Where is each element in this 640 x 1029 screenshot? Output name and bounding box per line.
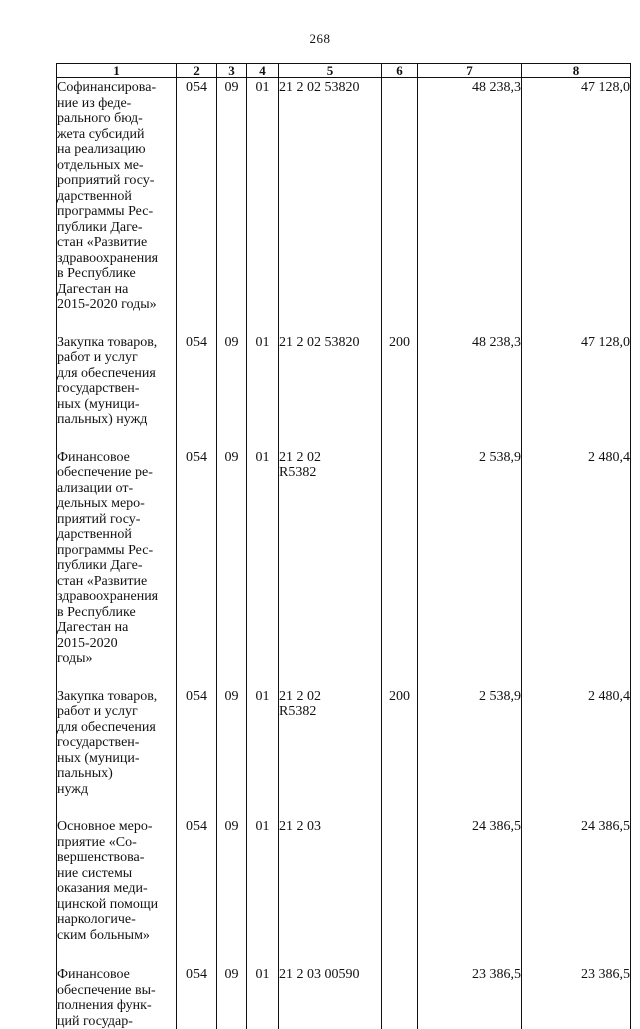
cell-line: 21 2 02	[279, 689, 381, 705]
page-number: 268	[0, 31, 640, 47]
cell-line: 01	[247, 335, 278, 351]
row-section	[217, 965, 247, 1029]
cell-line: на реализацию	[57, 142, 176, 158]
row-sum-2	[522, 78, 631, 333]
cell-line: ных (муници-	[57, 397, 176, 413]
table-row	[57, 817, 631, 965]
row-expense-type	[382, 78, 418, 333]
cell-line: 2015-2020	[57, 636, 176, 652]
cell-line: 21 2 02 53820	[279, 335, 381, 351]
cell-line: ние из феде-	[57, 96, 176, 112]
row-name	[57, 687, 177, 818]
row-sum-1	[418, 817, 522, 965]
cell-line: 24 386,5	[522, 819, 630, 835]
cell-line: 21 2 02 53820	[279, 80, 381, 96]
row-subsection	[247, 78, 279, 333]
row-grbs	[177, 448, 217, 687]
row-subsection	[247, 448, 279, 687]
cell-line: Дагестан на	[57, 620, 176, 636]
row-section	[217, 333, 247, 448]
row-expense-type	[382, 817, 418, 965]
row-section	[217, 78, 247, 333]
row-target-article	[279, 817, 382, 965]
table-row	[57, 448, 631, 687]
row-subsection	[247, 817, 279, 965]
cell-line: 21 2 03	[279, 819, 381, 835]
cell-line: 01	[247, 689, 278, 705]
cell-line: обеспечение ре-	[57, 465, 176, 481]
table-row	[57, 965, 631, 1029]
cell-line: здравоохранения	[57, 251, 176, 267]
cell-line: Закупка товаров,	[57, 335, 176, 351]
cell-line: годы»	[57, 651, 176, 667]
cell-line: 48 238,3	[418, 335, 521, 351]
cell-line: жета субсидий	[57, 127, 176, 143]
cell-line: ций государ-	[57, 1014, 176, 1029]
cell-line: дельных меро-	[57, 496, 176, 512]
cell-line: 09	[217, 689, 246, 705]
cell-line: 01	[247, 80, 278, 96]
cell-line: нужд	[57, 782, 176, 798]
header-row	[57, 64, 631, 78]
row-sum-2	[522, 448, 631, 687]
row-name	[57, 448, 177, 687]
header-col-1: 1	[57, 64, 177, 78]
cell-line: Финансовое	[57, 967, 176, 983]
cell-line: оказания меди-	[57, 881, 176, 897]
cell-line: 21 2 02	[279, 450, 381, 466]
cell-line: 23 386,5	[418, 967, 521, 983]
cell-line: 01	[247, 450, 278, 466]
cell-line: 2 480,4	[522, 450, 630, 466]
cell-line: 054	[177, 819, 216, 835]
cell-line: в Республике	[57, 605, 176, 621]
cell-line: 47 128,0	[522, 80, 630, 96]
cell-line: публики Даге-	[57, 220, 176, 236]
row-target-article	[279, 448, 382, 687]
cell-line: дарственной	[57, 189, 176, 205]
row-sum-2	[522, 817, 631, 965]
row-expense-type	[382, 687, 418, 818]
row-expense-type	[382, 965, 418, 1029]
row-grbs	[177, 78, 217, 333]
cell-line: пальных) нужд	[57, 412, 176, 428]
row-sum-1	[418, 687, 522, 818]
row-name	[57, 817, 177, 965]
cell-line: Финансовое	[57, 450, 176, 466]
header-col-7: 7	[418, 64, 522, 78]
cell-line: в Республике	[57, 266, 176, 282]
cell-line: 054	[177, 450, 216, 466]
row-target-article	[279, 333, 382, 448]
table-row	[57, 687, 631, 818]
cell-line: Дагестан на	[57, 282, 176, 298]
cell-line: стан «Развитие	[57, 235, 176, 251]
row-sum-1	[418, 448, 522, 687]
row-section	[217, 448, 247, 687]
cell-line: 2 480,4	[522, 689, 630, 705]
cell-line: дарственной	[57, 527, 176, 543]
row-section	[217, 817, 247, 965]
cell-line: роприятий госу-	[57, 173, 176, 189]
cell-line: обеспечение вы-	[57, 983, 176, 999]
cell-line: 200	[382, 335, 417, 351]
cell-line: 2015-2020 годы»	[57, 297, 176, 313]
cell-line: отдельных ме-	[57, 158, 176, 174]
cell-line: 054	[177, 335, 216, 351]
row-expense-type	[382, 448, 418, 687]
cell-line: наркологиче-	[57, 912, 176, 928]
cell-line: R5382	[279, 465, 381, 481]
row-sum-2	[522, 965, 631, 1029]
row-grbs	[177, 333, 217, 448]
cell-line: 200	[382, 689, 417, 705]
cell-line: вершенствова-	[57, 850, 176, 866]
header-col-6: 6	[382, 64, 418, 78]
cell-line: рального бюд-	[57, 111, 176, 127]
cell-line: программы Рес-	[57, 204, 176, 220]
cell-line: для обеспечения	[57, 720, 176, 736]
cell-line: 09	[217, 335, 246, 351]
row-target-article	[279, 965, 382, 1029]
table-row	[57, 78, 631, 333]
cell-line: ние системы	[57, 866, 176, 882]
header-col-8: 8	[522, 64, 631, 78]
row-grbs	[177, 965, 217, 1029]
row-sum-1	[418, 965, 522, 1029]
cell-line: 09	[217, 450, 246, 466]
cell-line: работ и услуг	[57, 350, 176, 366]
cell-line: ализации от-	[57, 481, 176, 497]
cell-line: программы Рес-	[57, 543, 176, 559]
cell-line: Закупка товаров,	[57, 689, 176, 705]
cell-line: 09	[217, 819, 246, 835]
cell-line: 24 386,5	[418, 819, 521, 835]
row-grbs	[177, 687, 217, 818]
cell-line: 2 538,9	[418, 450, 521, 466]
row-sum-2	[522, 687, 631, 818]
cell-line: Основное меро-	[57, 819, 176, 835]
row-name	[57, 78, 177, 333]
cell-line: работ и услуг	[57, 704, 176, 720]
cell-line: 054	[177, 967, 216, 983]
row-subsection	[247, 333, 279, 448]
cell-line: ных (муници-	[57, 751, 176, 767]
cell-line: полнения функ-	[57, 998, 176, 1014]
cell-line: для обеспечения	[57, 366, 176, 382]
row-sum-1	[418, 78, 522, 333]
cell-line: 054	[177, 689, 216, 705]
cell-line: 2 538,9	[418, 689, 521, 705]
cell-line: 09	[217, 80, 246, 96]
cell-line: цинской помощи	[57, 897, 176, 913]
cell-line: стан «Развитие	[57, 574, 176, 590]
row-section	[217, 687, 247, 818]
cell-line: приятий госу-	[57, 512, 176, 528]
row-name	[57, 333, 177, 448]
cell-line: пальных)	[57, 766, 176, 782]
header-col-2: 2	[177, 64, 217, 78]
table-row	[57, 333, 631, 448]
cell-line: 09	[217, 967, 246, 983]
row-expense-type	[382, 333, 418, 448]
cell-line: 21 2 03 00590	[279, 967, 381, 983]
cell-line: ским больным»	[57, 928, 176, 944]
cell-line: 01	[247, 819, 278, 835]
cell-line: государствен-	[57, 381, 176, 397]
cell-line: здравоохранения	[57, 589, 176, 605]
header-col-4: 4	[247, 64, 279, 78]
budget-table	[56, 63, 631, 1029]
cell-line: 01	[247, 967, 278, 983]
cell-line: 48 238,3	[418, 80, 521, 96]
cell-line: публики Даге-	[57, 558, 176, 574]
header-col-5: 5	[279, 64, 382, 78]
cell-line: 23 386,5	[522, 967, 630, 983]
row-sum-1	[418, 333, 522, 448]
cell-line: государствен-	[57, 735, 176, 751]
row-grbs	[177, 817, 217, 965]
row-target-article	[279, 78, 382, 333]
cell-line: R5382	[279, 704, 381, 720]
row-subsection	[247, 687, 279, 818]
row-sum-2	[522, 333, 631, 448]
row-subsection	[247, 965, 279, 1029]
cell-line: приятие «Со-	[57, 835, 176, 851]
header-col-3: 3	[217, 64, 247, 78]
row-name	[57, 965, 177, 1029]
table-body	[57, 78, 631, 1029]
cell-line: 47 128,0	[522, 335, 630, 351]
row-target-article	[279, 687, 382, 818]
cell-line: 054	[177, 80, 216, 96]
cell-line: Софинансирова-	[57, 80, 176, 96]
